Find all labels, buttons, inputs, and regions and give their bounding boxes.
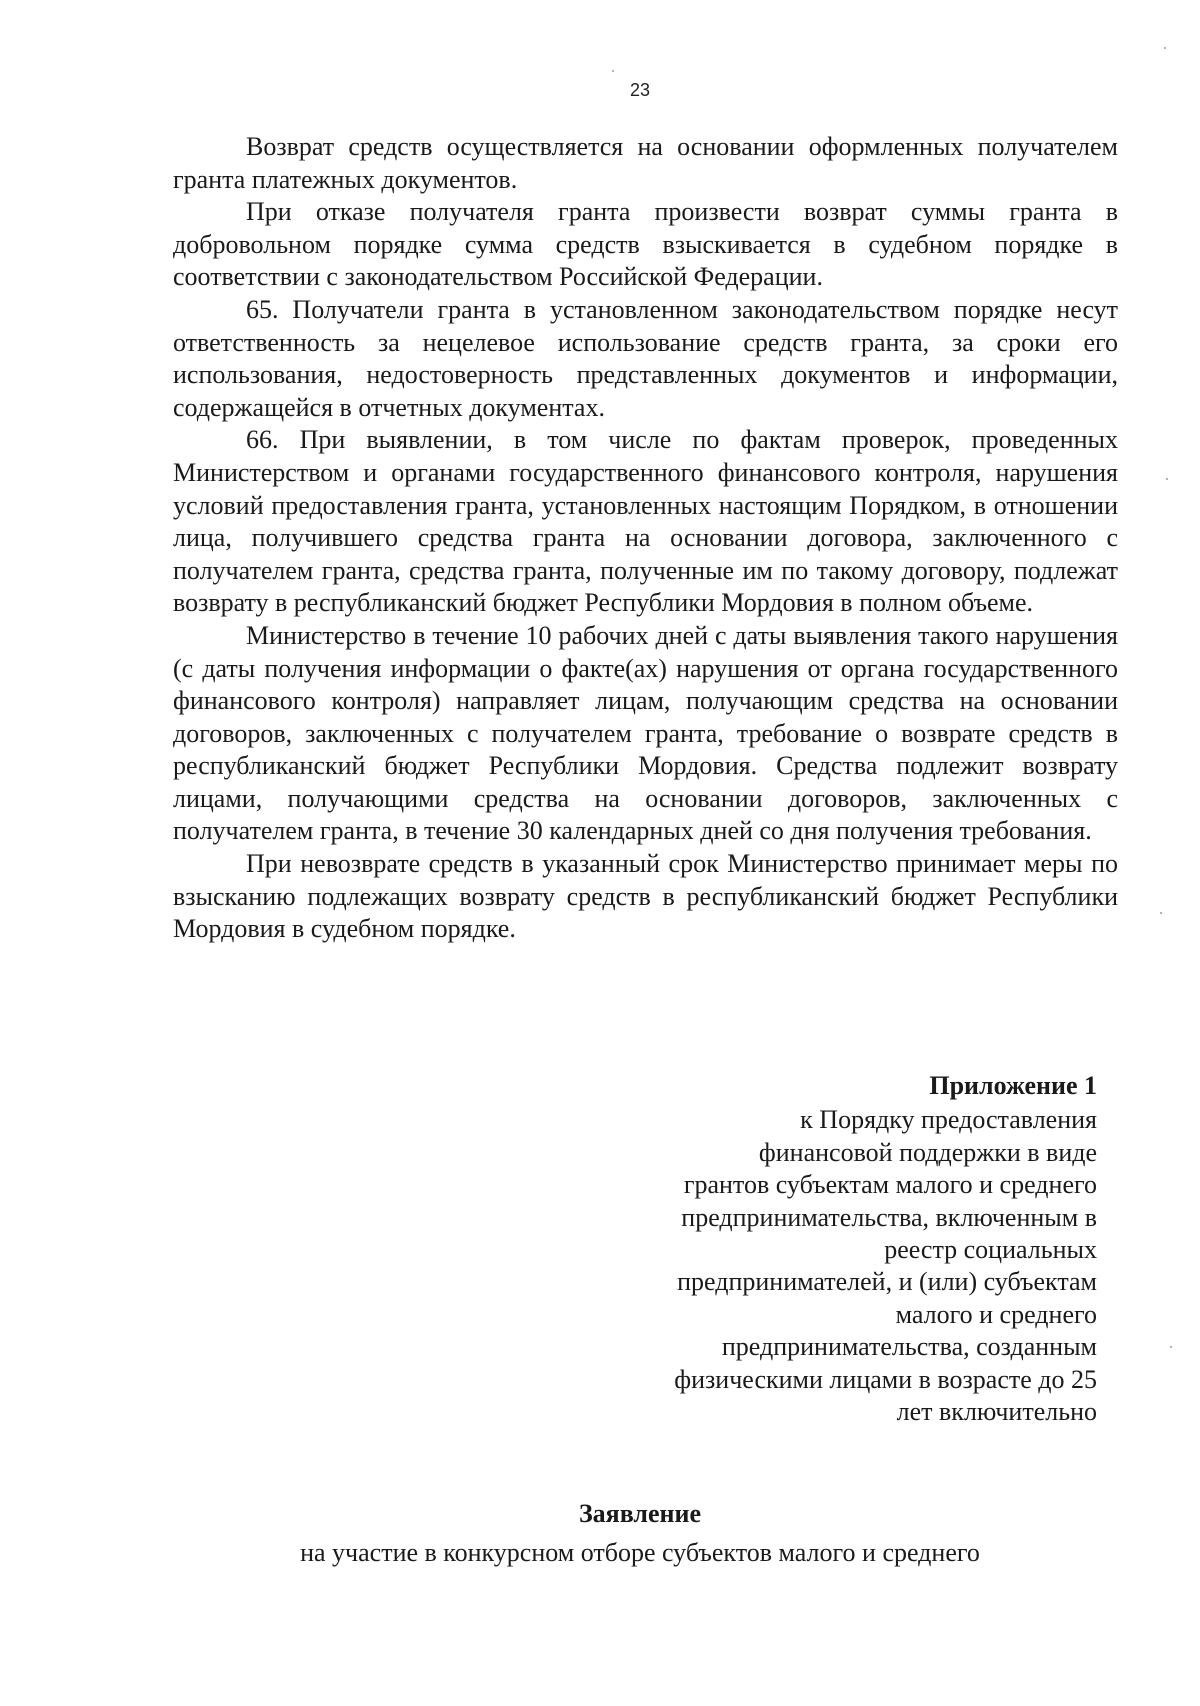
appendix-caption-line: предпринимательства, созданным xyxy=(721,1332,1097,1362)
appendix-block xyxy=(577,1070,1097,1428)
appendix-caption-line: предпринимательства, включенным в xyxy=(681,1202,1097,1232)
scan-speck xyxy=(1166,478,1168,480)
scan-speck xyxy=(1170,1346,1172,1348)
appendix-title: Приложение 1 xyxy=(929,1071,1097,1100)
paragraph-66-violations: 66. При выявлении, в том числе по фактам проверок, проведенных Министерством и органами государственного финансового контроля, нарушения условий предоставления гранта, установленных настоящим Порядком, в отношении лица, получившего средства гранта на основании договора, заключенного с получателем гранта, средства гранта, полученные им по такому договору, подлежат возврату в республиканский бюджет Республики Мордовия в полном объеме. xyxy=(173,425,1118,618)
appendix-caption-line: малого и среднего xyxy=(895,1299,1097,1329)
appendix-caption-line: реестр социальных xyxy=(884,1235,1097,1265)
statement-subtitle: на участие в конкурсном отборе субъектов малого и среднего xyxy=(300,1538,980,1567)
appendix-caption-line: лет включительно xyxy=(896,1397,1097,1427)
scan-speck xyxy=(612,70,614,72)
paragraph-refund-basis: Возврат средств осуществляется на основании оформленных получателем гранта платежных документов. xyxy=(173,132,1118,194)
statement-title: Заявление xyxy=(578,1499,702,1528)
paragraph-refund-refusal: При отказе получателя гранта произвести возврат суммы гранта в добровольном порядке сумма средств взыскивается в судебном порядке в соответствии с законодательством Российской Федерации. xyxy=(173,197,1118,292)
scan-speck xyxy=(1164,47,1166,49)
scan-speck xyxy=(1160,912,1162,914)
appendix-caption-line: финансовой поддержки в виде xyxy=(758,1137,1097,1167)
page-number: 23 xyxy=(629,80,651,100)
paragraph-court-recovery: При невозврате средств в указанный срок Министерство принимает меры по взысканию подлежащих возврату средств в республиканский бюджет Республики Мордовия в судебном порядке. xyxy=(173,849,1118,944)
appendix-caption-line: грантов субъектам малого и среднего xyxy=(683,1170,1097,1200)
paragraph-ministry-demand: Министерство в течение 10 рабочих дней с даты выявления такого нарушения (с даты получения информации о факте(ах) нарушения от органа государственного финансового контроля) направляет лицам, получающим средства на основании договоров, заключенных с получателем гранта, требование о возврате средств в республиканский бюджет Республики Мордовия. Средства подлежит возврату лицами, получающими средства на основании договоров, заключенных с получателем гранта, в течение 30 календарных дней со дня получения требования. xyxy=(173,620,1118,846)
appendix-caption-line: к Порядку предоставления xyxy=(800,1105,1097,1135)
paragraph-65-responsibility: 65. Получатели гранта в установленном законодательством порядке несут ответственность за нецелевое использование средств гранта, за сроки его использования, недостоверность представленных документов и информации, содержащейся в отчетных документах. xyxy=(173,294,1118,422)
appendix-caption-line: предпринимателей, и (или) субъектам xyxy=(677,1267,1097,1297)
body-text xyxy=(173,131,1118,946)
appendix-caption-line: физическими лицами в возрасте до 25 xyxy=(674,1364,1097,1394)
